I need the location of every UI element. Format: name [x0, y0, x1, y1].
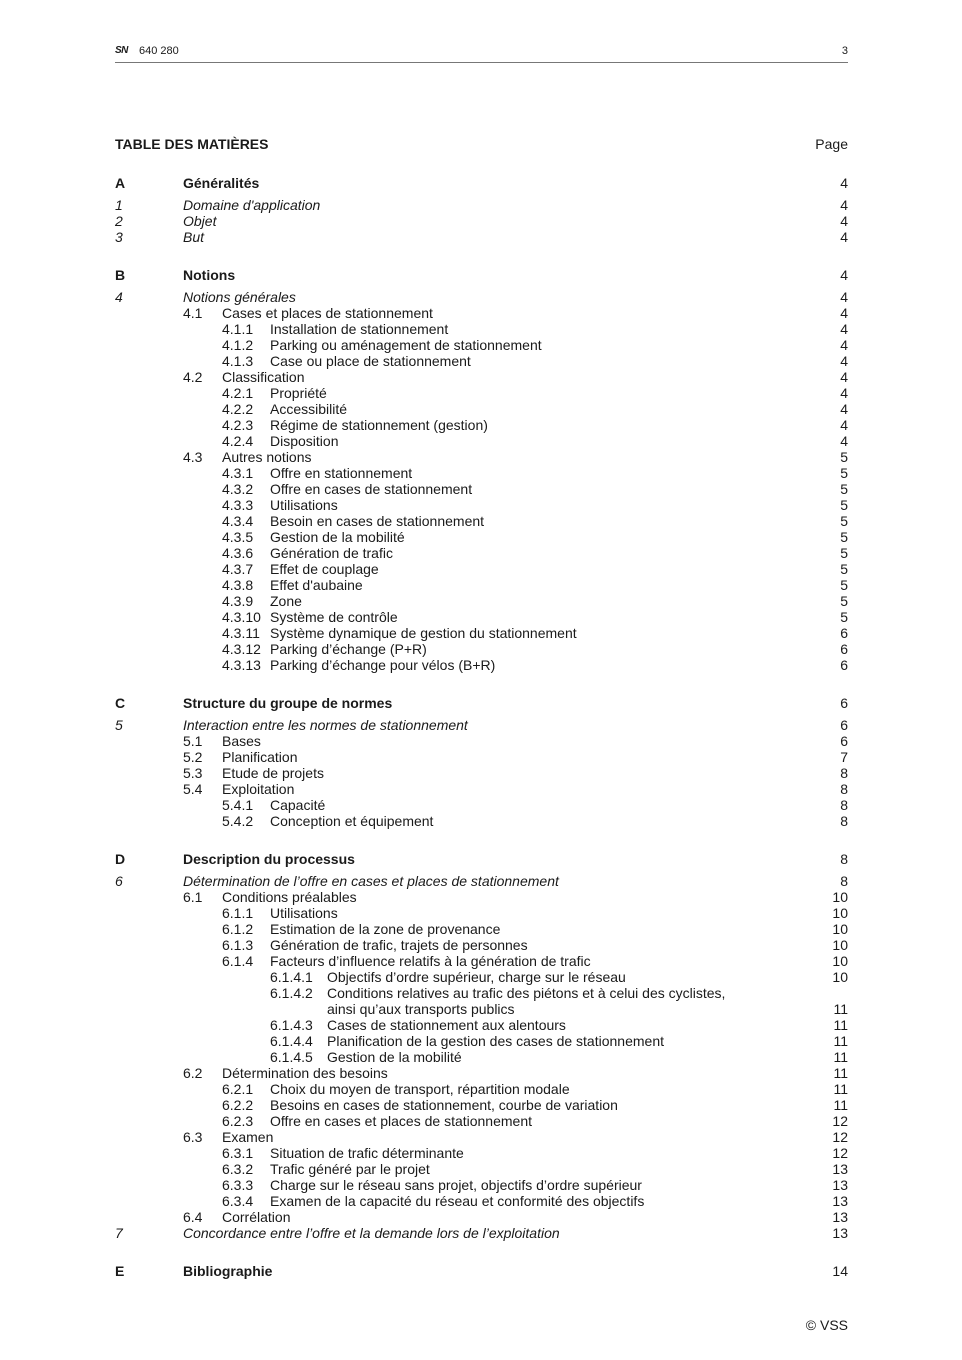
toc-entry[interactable] [115, 513, 848, 529]
toc-entry-title: Conditions relatives au trafic des piétons et à celui des cyclistes, [327, 985, 726, 1001]
toc-entry-title: But [183, 229, 205, 245]
toc-entry[interactable] [115, 321, 848, 337]
toc-entry-page: 4 [840, 289, 848, 305]
toc-entry-number: 4.3.3 [222, 497, 254, 513]
toc-entry-number: 4.2.4 [222, 433, 254, 449]
toc-entry-title: Domaine d'application [183, 197, 321, 213]
toc-entry-number: 5 [115, 717, 123, 733]
toc-entry[interactable] [115, 417, 848, 433]
toc-entry[interactable] [115, 197, 848, 213]
toc-entry-page: 6 [840, 733, 848, 749]
toc-entry-page: 6 [840, 717, 848, 733]
toc-entry-title: Notions générales [183, 289, 296, 305]
toc-entry[interactable] [115, 337, 848, 353]
toc-entry-number: D [115, 851, 126, 867]
standard-number: 640 280 [139, 45, 179, 57]
toc-entry-page: 4 [840, 401, 848, 417]
toc-entry-title: Utilisations [270, 905, 338, 921]
toc-entry-title: Offre en cases et places de stationnement [270, 1113, 533, 1129]
toc-entry[interactable] [115, 1033, 848, 1049]
toc-entry[interactable] [115, 1193, 848, 1209]
toc-entry-number: 4 [115, 289, 123, 305]
toc-entry-title: Objet [183, 213, 217, 229]
toc-entry-page: 5 [840, 465, 848, 481]
toc-entry-title: Offre en stationnement [270, 465, 413, 481]
toc-entry-number: 6.1.2 [222, 921, 254, 937]
toc-entry-title: Gestion de la mobilité [270, 529, 405, 545]
toc-entry[interactable] [115, 625, 848, 641]
toc-entry-page: 13 [832, 1193, 848, 1209]
toc-entry-title: Examen de la capacité du réseau et conformité des objectifs [270, 1193, 645, 1209]
toc-entry-page: 4 [840, 213, 848, 229]
toc-entry-page: 7 [840, 749, 848, 765]
toc-entry-number: 4.1 [183, 305, 203, 321]
toc-entry-page: 11 [833, 1065, 848, 1081]
toc-entry-page: 12 [832, 1113, 848, 1129]
toc-entry-number: 5.2 [183, 749, 203, 765]
toc-entry-number: 4.3.2 [222, 481, 254, 497]
toc-entry-page: 5 [840, 497, 848, 513]
toc-entry[interactable] [115, 593, 848, 609]
toc-entry-number: 6.2.1 [222, 1081, 254, 1097]
toc-entry[interactable] [115, 1097, 848, 1113]
toc-entry-number: 4.3.10 [222, 609, 261, 625]
toc-entry-title: Installation de stationnement [270, 321, 449, 337]
toc-entry-page: 11 [833, 1097, 848, 1113]
toc-entry-page: 10 [832, 905, 848, 921]
toc-heading [115, 134, 848, 154]
toc-entry-number: 4.2 [183, 369, 203, 385]
toc-entry-number: 5.3 [183, 765, 203, 781]
toc-entry[interactable] [115, 953, 848, 969]
toc-entry-number: 6.3.4 [222, 1193, 254, 1209]
toc-title: TABLE DES MATIÈRES [115, 136, 269, 152]
toc-entry[interactable] [115, 1161, 848, 1177]
toc-entry-page: 10 [832, 953, 848, 969]
toc-entry-number: 5.4.1 [222, 797, 254, 813]
toc-entry-number: 5.1 [183, 733, 203, 749]
toc-entry[interactable] [115, 401, 848, 417]
toc-entry-title: Case ou place de stationnement [270, 353, 471, 369]
toc-entry-page: 13 [832, 1161, 848, 1177]
toc-entry-title: Concordance entre l’offre et la demande lors de l’exploitation [183, 1225, 560, 1241]
toc-entry-number: 6.1.1 [222, 905, 254, 921]
toc-entry[interactable] [115, 749, 848, 765]
toc-entry[interactable] [115, 765, 848, 781]
toc-entry[interactable] [115, 577, 848, 593]
toc-entry-title: Bases [222, 733, 261, 749]
toc-entry-page: 8 [840, 797, 848, 813]
toc-entry-number: 4.3.11 [222, 625, 260, 641]
toc-entry-title: Interaction entre les normes de stationnement [183, 717, 468, 733]
toc-entry[interactable] [115, 717, 848, 733]
toc-entry[interactable] [115, 481, 848, 497]
toc-entry[interactable] [115, 545, 848, 561]
toc-entry-number: 6.3.1 [222, 1145, 254, 1161]
toc-entry-number: 4.2.3 [222, 417, 254, 433]
toc-entry-title: Notions [183, 267, 236, 283]
toc-entry-title: Structure du groupe de normes [183, 695, 393, 711]
toc-entry-page: 4 [840, 305, 848, 321]
toc-entry-page: 5 [840, 593, 848, 609]
toc-entry-title: Offre en cases de stationnement [270, 481, 473, 497]
toc-entry-number: 6.1.4.5 [270, 1049, 313, 1065]
toc-entry[interactable] [115, 213, 848, 229]
toc-entry-title: Effet d'aubaine [270, 577, 363, 593]
toc-entry-number: 6.1.3 [222, 937, 254, 953]
page-header [115, 44, 848, 63]
toc-entry-page: 5 [840, 449, 848, 465]
toc-entry-title: Planification [222, 749, 298, 765]
toc-entry-page: 4 [840, 337, 848, 353]
toc-entry-page: 8 [840, 851, 848, 867]
toc-entry-number: 5.4.2 [222, 813, 254, 829]
toc-entry-number: 6.3.2 [222, 1161, 254, 1177]
toc-entry-number: 7 [115, 1225, 123, 1241]
toc-entry-title: Détermination de l’offre en cases et places de stationnement [183, 873, 559, 889]
toc-entry[interactable] [115, 229, 848, 245]
toc-entry-title: Système dynamique de gestion du stationnement [270, 625, 577, 641]
toc-entry-title: Besoin en cases de stationnement [270, 513, 485, 529]
toc-entry-number: 4.3.4 [222, 513, 254, 529]
toc-entry-title: Description du processus [183, 851, 355, 867]
toc-entry-title: Généralités [183, 175, 260, 191]
toc-entry-page: 12 [832, 1145, 848, 1161]
toc-entry-number: 6 [115, 873, 123, 889]
toc-entry[interactable] [115, 905, 848, 921]
toc-entry-title: Conditions préalables [222, 889, 357, 905]
toc-entry-title: Disposition [270, 433, 339, 449]
toc-entry-page: 10 [832, 937, 848, 953]
toc-entry-title: Estimation de la zone de provenance [270, 921, 501, 937]
toc-entry-title: Capacité [270, 797, 326, 813]
toc-entry-number: C [115, 695, 126, 711]
toc-entry-number: 4.2.1 [222, 385, 254, 401]
toc-entry-title: Régime de stationnement (gestion) [270, 417, 488, 433]
toc-entry[interactable] [115, 265, 848, 285]
toc-entry-page: 5 [840, 577, 848, 593]
toc-entry-title: Effet de couplage [270, 561, 379, 577]
toc-entry-title: Besoins en cases de stationnement, courbe de variation [270, 1097, 618, 1113]
toc-entry-number: 4.1.2 [222, 337, 254, 353]
page-column-label: Page [815, 136, 848, 152]
toc-entry-page: 8 [840, 813, 848, 829]
toc-entry-number: 4.3.7 [222, 561, 254, 577]
sn-logo: SN [115, 45, 128, 56]
toc-entry-title: Gestion de la mobilité [327, 1049, 462, 1065]
toc-entry-page: 4 [840, 321, 848, 337]
toc-entry[interactable] [115, 969, 848, 985]
toc-entry[interactable] [115, 1065, 848, 1081]
toc-entry[interactable] [115, 921, 848, 937]
toc-entry[interactable] [115, 849, 848, 869]
toc-entry-title: Classification [222, 369, 305, 385]
toc-entry-page: 10 [832, 921, 848, 937]
toc-entry-number: 5.4 [183, 781, 203, 797]
toc-entry-number: B [115, 267, 126, 283]
toc-entry-number: 6.1.4.4 [270, 1033, 313, 1049]
toc-entry-number: 4.2.2 [222, 401, 254, 417]
toc-entry-title: Charge sur le réseau sans projet, objectifs d’ordre supérieur [270, 1177, 642, 1193]
toc-entry[interactable] [115, 873, 848, 889]
toc-entry-number: 6.2.2 [222, 1097, 254, 1113]
toc-entry-title: Trafic généré par le projet [270, 1161, 430, 1177]
toc-entry[interactable] [115, 1145, 848, 1161]
copyright: © VSS [805, 1317, 848, 1333]
toc-entry[interactable] [115, 1113, 848, 1129]
toc-entry-page: 11 [833, 1049, 848, 1065]
toc-entry-number: 6.2 [183, 1065, 203, 1081]
toc-entry-number: 4.3.13 [222, 657, 261, 673]
toc-entry-page: 8 [840, 873, 848, 889]
toc-entry-title: Génération de trafic, trajets de personnes [270, 937, 528, 953]
toc-entry[interactable] [115, 449, 848, 465]
toc-entry-page: 4 [840, 417, 848, 433]
toc-entry-title: Parking ou aménagement de stationnement [270, 337, 542, 353]
toc-entry-number: 4.3.6 [222, 545, 254, 561]
toc-entry[interactable] [115, 1017, 848, 1033]
toc-entry-title: Choix du moyen de transport, répartition modale [270, 1081, 570, 1097]
toc-entry-title: Autres notions [222, 449, 312, 465]
toc-entry-title: Parking d’échange pour vélos (B+R) [270, 657, 496, 673]
toc-entry-page: 11 [833, 1081, 848, 1097]
toc-entry-number: 4.3.1 [222, 465, 254, 481]
toc-entry[interactable] [115, 1261, 848, 1281]
toc-entry-number: 6.2.3 [222, 1113, 254, 1129]
toc-entry-page: 10 [832, 889, 848, 905]
toc-entry[interactable] [115, 797, 848, 813]
toc-entry-title: Zone [270, 593, 302, 609]
toc-entry-title: Bibliographie [183, 1263, 273, 1279]
toc-entry-page: 6 [840, 695, 848, 711]
toc-entry-page: 4 [840, 353, 848, 369]
toc-entry-page: 13 [832, 1209, 848, 1225]
toc-entry-title: Accessibilité [270, 401, 348, 417]
toc-entry[interactable] [115, 529, 848, 545]
toc-entry-title: Facteurs d’influence relatifs à la génération de trafic [270, 953, 591, 969]
toc-entry-page: 13 [832, 1177, 848, 1193]
toc-entry[interactable] [115, 497, 848, 513]
toc-entry-number: A [115, 175, 126, 191]
toc-entry[interactable] [115, 937, 848, 953]
toc-entry-number: E [115, 1263, 125, 1279]
toc-entry[interactable] [115, 1225, 848, 1241]
toc-entry[interactable] [115, 889, 848, 905]
toc-entries [115, 173, 848, 1281]
toc-entry-title: Situation de trafic déterminante [270, 1145, 464, 1161]
toc-entry-page: 5 [840, 529, 848, 545]
toc-entry-number: 6.1.4 [222, 953, 254, 969]
toc-entry[interactable] [115, 1081, 848, 1097]
toc-entry[interactable] [115, 1177, 848, 1193]
toc-entry-title: Examen [222, 1129, 274, 1145]
toc-entry-page: 11 [833, 1017, 848, 1033]
toc-entry-title: Détermination des besoins [222, 1065, 388, 1081]
toc-entry-number: 6.1.4.1 [270, 969, 313, 985]
toc-entry-page: 4 [840, 369, 848, 385]
toc-entry-number: 4.3.12 [222, 641, 261, 657]
toc-entry[interactable] [115, 561, 848, 577]
toc-entry[interactable] [115, 641, 848, 657]
toc-entry[interactable] [115, 693, 848, 713]
toc-entry-number: 4.3.5 [222, 529, 254, 545]
toc-entry-title: Objectifs d’ordre supérieur, charge sur le réseau [327, 969, 626, 985]
toc-entry-title: Planification de la gestion des cases de stationnement [327, 1033, 664, 1049]
toc-entry-number: 4.1.3 [222, 353, 254, 369]
toc-entry-number: 6.4 [183, 1209, 203, 1225]
toc-entry-page: 5 [840, 561, 848, 577]
toc-entry-page: 8 [840, 765, 848, 781]
toc-entry-title: Etude de projets [222, 765, 324, 781]
toc-entry-title: Cases de stationnement aux alentours [327, 1017, 566, 1033]
toc-entry-page: 4 [840, 229, 848, 245]
toc-entry-page: 5 [840, 513, 848, 529]
toc-entry[interactable] [115, 1129, 848, 1145]
toc-entry-page: 4 [840, 197, 848, 213]
toc-entry-title: Parking d’échange (P+R) [270, 641, 427, 657]
toc-entry-page: 5 [840, 545, 848, 561]
toc-entry-page: 6 [840, 641, 848, 657]
toc-entry[interactable] [115, 733, 848, 749]
toc-entry-title: Exploitation [222, 781, 295, 797]
toc-entry[interactable] [115, 1001, 848, 1017]
toc-entry[interactable] [115, 433, 848, 449]
toc-entry-page: 11 [833, 1033, 848, 1049]
toc-entry-number: 6.3 [183, 1129, 203, 1145]
toc-entry-number: 1 [115, 197, 123, 213]
toc-entry-number: 4.3 [183, 449, 203, 465]
toc-entry[interactable] [115, 985, 848, 1001]
toc-entry-title: Cases et places de stationnement [222, 305, 433, 321]
toc-entry-number: 2 [115, 213, 123, 229]
toc-entry[interactable] [115, 173, 848, 193]
toc-entry-page: 13 [832, 1225, 848, 1241]
toc-entry-number: 4.3.8 [222, 577, 254, 593]
toc-entry[interactable] [115, 369, 848, 385]
toc-entry[interactable] [115, 657, 848, 673]
toc-entry-title: Génération de trafic [270, 545, 393, 561]
toc-entry-number: 3 [115, 229, 123, 245]
page-number: 3 [841, 45, 848, 57]
toc-entry[interactable] [115, 353, 848, 369]
toc-entry-page: 12 [832, 1129, 848, 1145]
toc-entry-title: Utilisations [270, 497, 338, 513]
toc-entry-page: 10 [832, 969, 848, 985]
toc-entry-page: 5 [840, 481, 848, 497]
toc-entry[interactable] [115, 1049, 848, 1065]
toc-entry[interactable] [115, 1209, 848, 1225]
toc-entry-page: 6 [840, 625, 848, 641]
toc-entry-number: 6.1.4.3 [270, 1017, 313, 1033]
toc-entry-number: 6.1 [183, 889, 203, 905]
toc-entry-title: Conception et équipement [270, 813, 434, 829]
toc-entry-title: Propriété [270, 385, 327, 401]
toc-entry-page: 11 [833, 1001, 848, 1017]
toc-entry-page: 14 [832, 1263, 848, 1279]
toc-entry-number: 6.3.3 [222, 1177, 254, 1193]
toc-entry[interactable] [115, 289, 848, 305]
toc-entry[interactable] [115, 781, 848, 797]
toc-entry-page: 4 [840, 433, 848, 449]
toc-entry-number: 4.3.9 [222, 593, 254, 609]
toc-entry[interactable] [115, 305, 848, 321]
toc-entry-number: 6.1.4.2 [270, 985, 313, 1001]
toc-entry[interactable] [115, 813, 848, 829]
toc-entry-title: ainsi qu’aux transports publics [327, 1001, 515, 1017]
toc-entry-page: 6 [840, 657, 848, 673]
toc-entry[interactable] [115, 609, 848, 625]
toc-entry-title: Corrélation [222, 1209, 291, 1225]
toc-entry-page: 4 [840, 385, 848, 401]
toc-entry[interactable] [115, 465, 848, 481]
table-of-contents [115, 134, 848, 1281]
toc-entry-page: 4 [840, 267, 848, 283]
toc-entry-number: 4.1.1 [222, 321, 254, 337]
toc-entry-title: Système de contrôle [270, 609, 398, 625]
toc-entry-page: 5 [840, 609, 848, 625]
toc-entry-page: 4 [840, 175, 848, 191]
toc-entry[interactable] [115, 385, 848, 401]
toc-entry-page: 8 [840, 781, 848, 797]
